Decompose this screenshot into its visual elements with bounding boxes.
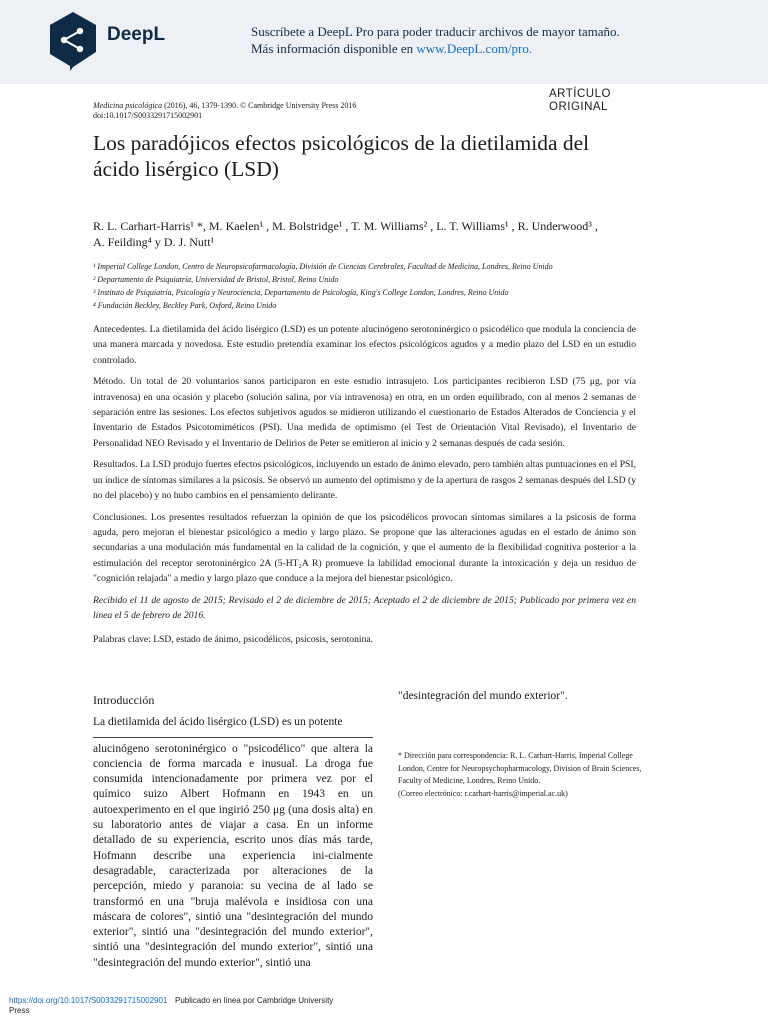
- title-line-1: Los paradójicos efectos psicológicos de la dietilamida del: [93, 131, 590, 155]
- article-type: [549, 88, 611, 114]
- journal-citation: [93, 101, 356, 121]
- deepl-pro-link[interactable]: www.DeepL.com/pro.: [416, 41, 533, 56]
- keywords: Palabras clave: LSD, estado de ánimo, psicodélicos, psicosis, serotonina.: [93, 634, 374, 646]
- article-title: [93, 130, 693, 182]
- journal-details: (2016), 46, 1379-1390. © Cambridge University Press 2016: [162, 101, 357, 110]
- journal-name: Medicina psicológica: [93, 101, 163, 110]
- deepl-banner: [0, 0, 768, 84]
- article-type-line-2: ORIGINAL: [549, 101, 608, 113]
- right-column-text: "desintegración del mundo exterior".: [398, 690, 568, 702]
- title-line-2: ácido lisérgico (LSD): [93, 157, 279, 181]
- abstract-background: Antecedentes. La dietilamida del ácido lisérgico (LSD) es un potente alucinógeno serotoninérgico o psicodélico que modula la conciencia de una manera marcada y novedosa. Este estudio pretendía examinar los efectos psicológicos agudos y a medio plazo del LSD en un estudio controlado.: [93, 324, 636, 366]
- footnote-address: * Dirección para correspondencia: R. L. Carhart-Harris, Imperial College London, Centre for Neuropsychopharmacology, Division of Brain Sciences, Faculty of Medicine, Londres, Reino Unido.: [398, 751, 642, 785]
- column-divider: [93, 737, 373, 738]
- page-footer: [0, 994, 768, 1024]
- authors-line-1: R. L. Carhart-Harris¹ *, M. Kaelen¹ , M. Bolstridge¹ , T. M. Williams² , L. T. Williams¹ , R. Underwood³ ,: [93, 219, 598, 233]
- journal-line: [93, 101, 356, 111]
- promo-prefix: Más información disponible en: [251, 41, 417, 56]
- promo-line-1: Suscríbete a DeepL Pro para poder traducir archivos de mayor tamaño.: [251, 24, 620, 39]
- article-type-line-1: ARTÍCULO: [549, 88, 611, 100]
- correspondence-footnote: [398, 750, 658, 800]
- abstract: [93, 322, 636, 654]
- published-by-line-2: Press: [9, 1006, 30, 1015]
- footnote-email: (Correo electrónico: r.carhart-harris@imperial.ac.uk): [398, 788, 568, 798]
- affiliation-4: ⁴ Fundación Beckley, Beckley Park, Oxford, Reino Unido: [93, 301, 277, 310]
- author-list: [93, 218, 653, 250]
- affiliation-3: ³ Instituto de Psiquiatría, Psicología y Neurociencia, Departamento de Psicología, King's College London, Londres, Reino Unido: [93, 288, 509, 297]
- abstract-conclusions: Conclusiones. Los presentes resultados refuerzan la opinión de que los psicodélicos provocan síntomas similares a la psicosis de forma aguda, pero mejoran el bienestar psicológico a medio y largo plazo. Se propone que las alteraciones agudas en el estado de ánimo son secundarias a una modulación más fundamental en la calidad de la cognición, y que el aumento de la flexibilidad cognitiva posterior a la estimulación del receptor serotoninérgico 2A (5-HT₂A R) promueve la labilidad emocional durante la intoxicación y deja un residuo de "cognición relajada" a medio y largo plazo que conduce a la mejora del bienestar psicológico.: [93, 511, 636, 584]
- abstract-method: Método. Un total de 20 voluntarios sanos participaron en este estudio intrasujeto. Los participantes recibieron LSD (75 μg, por vía intravenosa) en una ocasión y placebo (solución salina, por vía intravenosa) en otra, en un orden equilibrado, con al menos 2 semanas de separación entre las sesiones. Los efectos subjetivos agudos se midieron utilizando el cuestionario de Estados Alterados de Conciencia y el Inventario de Estados Psicotomiméticos (PSI). Una medida de optimismo (el Test de Orientación Vital Revisado), el Inventario de Personalidad NEO Revisado y el Inventario de Delirios de Peter se emitieron al inicio y 2 semanas después de cada sesión.: [93, 376, 636, 449]
- abstract-results: Resultados. La LSD produjo fuertes efectos psicológicos, incluyendo un estado de ánimo elevado, pero también altas puntuaciones en el PSI, un índice de síntomas similares a la psicosis. Se observó un aumento del optimismo y de la apertura de rasgos 2 semanas después del LSD (y no del placebo) y no hubo cambios en el pensamiento delirante.: [93, 459, 636, 501]
- deepl-logo-icon[interactable]: [47, 10, 99, 72]
- authors-line-2: A. Feilding⁴ y D. J. Nutt¹: [93, 235, 215, 249]
- doi-link[interactable]: https://doi.org/10.1017/S0033291715002901: [9, 996, 168, 1005]
- affiliations: [93, 260, 553, 312]
- pro-promo: [251, 23, 620, 57]
- doi-line: doi:10.1017/S0033291715002901: [93, 111, 203, 120]
- affiliation-1: ¹ Imperial College London, Centro de Neuropsicofarmacología, División de Ciencias Cerebrales, Facultad de Medicina, Londres, Reino Unido: [93, 262, 553, 271]
- publication-dates: Recibido el 11 de agosto de 2015; Revisado el 2 de diciembre de 2015; Aceptado el 2 de diciembre de 2015; Publicado por primera vez en línea el 5 de febrero de 2016.: [93, 594, 636, 622]
- intro-first-line: La dietilamida del ácido lisérgico (LSD) es un potente: [93, 716, 343, 729]
- introduction-column: [93, 693, 373, 971]
- affiliation-2: ² Departamento de Psiquiatría, Universidad de Bristol, Bristol, Reino Unido: [93, 275, 339, 284]
- intro-paragraph: alucinógeno serotoninérgico o "psicodélico" que altera la conciencia de forma marcada e inusual. La droga fue consumida intencionadamente por primera vez por el químico suizo Albert Hofmann en 1943 en un autoexperimento en el que ingirió 250 μg (una dosis alta) en su laboratorio antes de viajar a casa. En un informe detallado de su experiencia, escrito unos días más tarde, Hofmann describe una experiencia ini-cialmente desagradable, caracterizada por alteraciones de la percepción, miedo y paranoia: su vecina de al lado se transformó en una "bruja malévola e insidiosa con una máscara de colores", sintió una "desintegración del mundo exterior", sintió una "desintegración del mundo exterior", sintió una "desintegración del mundo exterior", sintió una "desintegración del mundo exterior", sintió una: [93, 742, 373, 969]
- deepl-logo-text[interactable]: DeepL: [107, 24, 166, 45]
- promo-line-2: [251, 40, 620, 57]
- introduction-heading: Introducción: [93, 693, 155, 707]
- published-by-line-1: Publicado en línea por Cambridge University: [175, 996, 334, 1005]
